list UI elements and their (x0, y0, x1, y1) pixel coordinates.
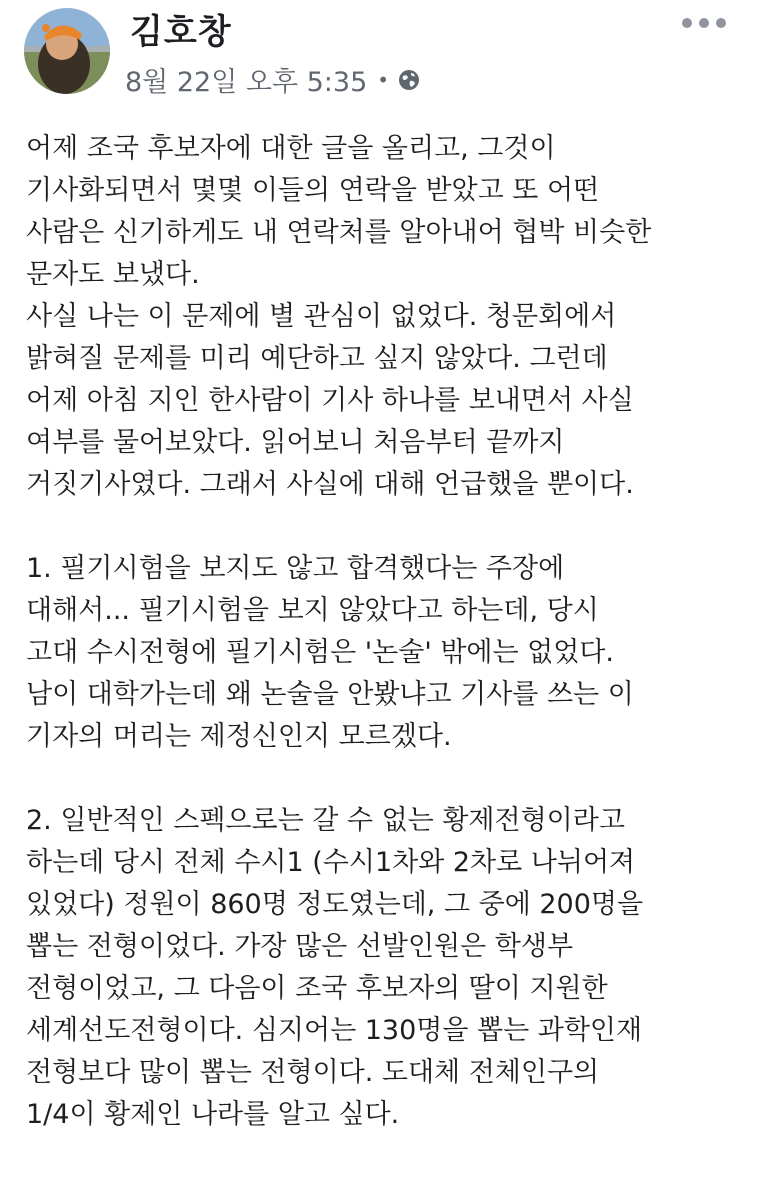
text-line: 고대 수시전형에 필기시험은 '논술' 밖에는 없었다. (26, 637, 614, 668)
post-meta (125, 60, 421, 99)
paragraph-intro (26, 128, 746, 506)
text-line: 기자의 머리는 제정신인지 모르겠다. (26, 721, 452, 752)
paragraph-gap (26, 758, 746, 800)
text-line: 하는데 당시 전체 수시1 (수시1차와 2차로 나뉘어져 (26, 847, 636, 878)
text-line: 밝혀질 문제를 미리 예단하고 싶지 않았다. 그런데 (26, 343, 608, 374)
text-line: 사람은 신기하게도 내 연락처를 알아내어 협박 비슷한 (26, 217, 652, 248)
text-line: 1/4이 황제인 나라를 알고 싶다. (26, 1099, 400, 1130)
text-line: 전형이었고, 그 다음이 조국 후보자의 딸이 지원한 (26, 973, 608, 1004)
meta-separator: • (377, 67, 390, 92)
avatar-photo (24, 8, 110, 94)
dot (716, 18, 726, 28)
text-line: 1. 필기시험을 보지도 않고 합격했다는 주장에 (26, 553, 565, 584)
text-line: 2. 일반적인 스펙으로는 갈 수 없는 황제전형이라고 (26, 805, 625, 836)
text-line: 사실 나는 이 문제에 별 관심이 없었다. 청문회에서 (26, 301, 617, 332)
text-line: 기사화되면서 몇몇 이들의 연락을 받았고 또 어떤 (26, 175, 600, 206)
author-avatar[interactable] (24, 8, 110, 94)
paragraph-point-2 (26, 800, 746, 1136)
post-header (0, 0, 759, 110)
globe-icon[interactable] (397, 68, 421, 92)
text-line: 문자도 보냈다. (26, 259, 200, 290)
author-name[interactable]: 김호창 (130, 12, 232, 52)
text-line: 전형보다 많이 뽑는 전형이다. 도대체 전체인구의 (26, 1057, 600, 1088)
text-line: 거짓기사였다. 그래서 사실에 대해 언급했을 뿐이다. (26, 469, 634, 500)
text-line: 남이 대학가는데 왜 논술을 안봤냐고 기사를 쓰는 이 (26, 679, 634, 710)
post-body (26, 128, 746, 1136)
text-line: 어제 조국 후보자에 대한 글을 올리고, 그것이 (26, 133, 556, 164)
paragraph-point-1 (26, 548, 746, 758)
more-dots-icon[interactable] (682, 10, 726, 36)
paragraph-gap (26, 506, 746, 548)
post-timestamp[interactable]: 8월 22일 오후 5:35 (125, 67, 368, 98)
dot (699, 18, 709, 28)
text-line: 여부를 물어보았다. 읽어보니 처음부터 끝까지 (26, 427, 565, 458)
text-line: 세계선도전형이다. 심지어는 130명을 뽑는 과학인재 (26, 1015, 643, 1046)
text-line: 뽑는 전형이었다. 가장 많은 선발인원은 학생부 (26, 931, 574, 962)
text-line: 어제 아침 지인 한사람이 기사 하나를 보내면서 사실 (26, 385, 634, 416)
text-line: 대해서... 필기시험을 보지 않았다고 하는데, 당시 (26, 595, 599, 626)
text-line: 있었다) 정원이 860명 정도였는데, 그 중에 200명을 (26, 889, 644, 920)
dot (682, 18, 692, 28)
